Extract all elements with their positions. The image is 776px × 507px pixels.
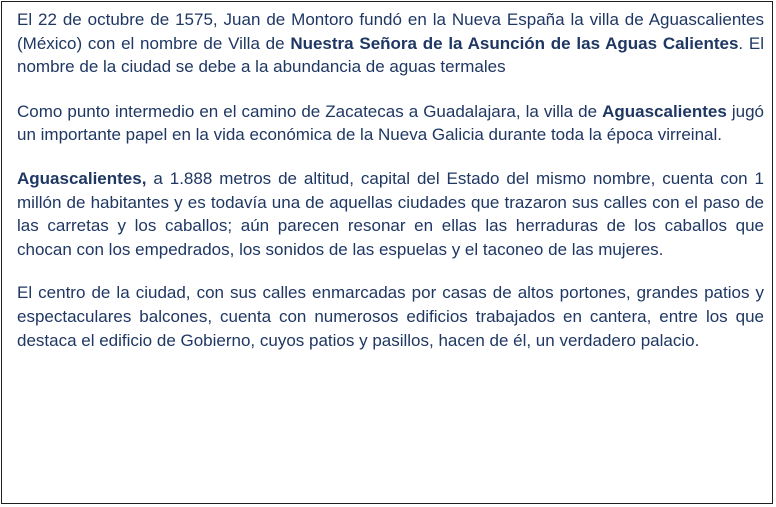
text-segment: jugó un importante papel en la vida económica de la Nueva Galicia durante toda la época virreinal.: [17, 101, 764, 145]
paragraph-description: [17, 167, 764, 261]
text-segment: Como punto intermedio en el camino de Zacatecas a Guadalajara, la villa de: [17, 101, 603, 121]
text-segment: El 22 de octubre de 1575, Juan de Montoro fundó en la Nueva España la villa de Aguascalientes (México) con el nombre de Villa de: [17, 10, 764, 53]
paragraph-history: [17, 100, 764, 147]
paragraph-city-center: [17, 281, 764, 352]
text-box: [1, 1, 773, 504]
city-name-highlight: Aguascalientes: [602, 101, 727, 121]
city-name-highlight: Aguascalientes,: [17, 168, 147, 188]
document-body: [17, 8, 764, 352]
paragraph-foundation: [17, 8, 764, 79]
text-segment: . El nombre de la ciudad se debe a la abundancia de aguas termales: [17, 33, 765, 77]
text-segment: a 1.888 metros de altitud, capital del Estado del mismo nombre, cuenta con 1 millón de habitantes y es todavía una de aquellas ciudades que trazaron sus calles con el paso de las carretas y los caballos; aún parecen resonar en ellas las herraduras de los caballos que chocan con los empedrados, los sonidos de las espuelas y el taconeo de las mujeres.: [17, 168, 764, 259]
villa-name-highlight: Nuestra Señora de la Asunción de las Aguas Calientes: [290, 33, 739, 53]
text-segment: El centro de la ciudad, con sus calles enmarcadas por casas de altos portones, grandes patios y espectaculares balcones, cuenta con numerosos edificios trabajados en cantera, entre los que destaca el edificio de Gobierno, cuyos patios y pasillos, hacen de él, un verdadero palacio.: [17, 283, 764, 350]
